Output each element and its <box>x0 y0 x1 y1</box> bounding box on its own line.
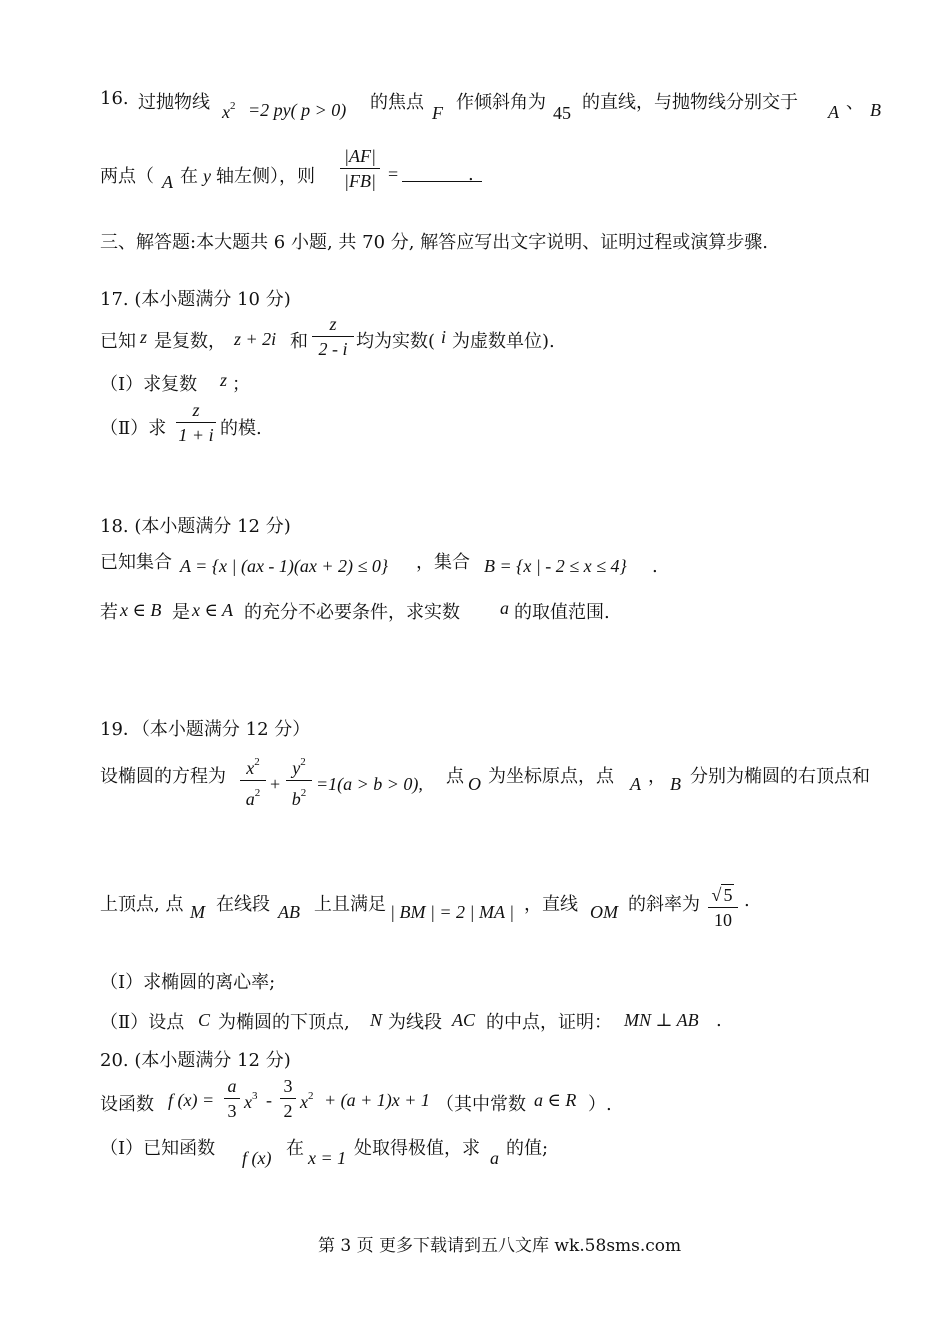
q16-line2-c: 轴左侧），则 <box>216 166 315 187</box>
q19-l1-a: 设椭圆的方程为 <box>100 766 226 787</box>
q19-l2-e: 的斜率为 <box>628 894 700 915</box>
q19-part2-b: 为椭圆的下顶点, <box>218 1012 350 1033</box>
q20-part1-a: （Ⅰ）已知函数 <box>100 1138 216 1159</box>
q19-B: B <box>670 774 681 794</box>
q19-part2-end: . <box>716 1010 722 1031</box>
q18-l1-end: . <box>652 556 658 577</box>
q17-z: z <box>140 327 148 347</box>
q20-32-fraction: 3 2 <box>280 1076 296 1121</box>
q17-label: 17. (本小题满分 10 分) <box>100 289 291 310</box>
q19-x-fraction: $x^2$ $a^2$ <box>240 752 266 809</box>
q16-eq-x: $x^2$ <box>222 100 236 122</box>
q19-part2-d: 的中点，证明： <box>486 1012 612 1033</box>
q16-sep: 、 <box>846 92 864 113</box>
q19-part2-c: 为线段 <box>388 1012 442 1033</box>
q19-y-fraction: $y^2$ $b^2$ <box>286 752 312 809</box>
q17-part2: （Ⅱ）求 <box>100 418 167 439</box>
q16-ratio-fraction <box>340 146 380 191</box>
q17-l1-d: 均为实数( <box>356 331 436 352</box>
q17-part1-end: ； <box>232 374 250 395</box>
q20-part1-c: 处取得极值，求 <box>354 1138 480 1159</box>
q17-part2-fraction: z 1 + i <box>176 400 216 445</box>
q19-l2-end: . <box>744 890 750 911</box>
q16-equals: = <box>388 164 399 184</box>
q18-l2-d: 的取值范围. <box>514 602 610 623</box>
q20-aR: a ∈ R <box>534 1090 577 1110</box>
q17-l1-c: 和 <box>290 331 308 352</box>
q19-OM: OM <box>590 902 618 922</box>
q20-label: 20. (本小题满分 12 分) <box>100 1050 291 1071</box>
q19-l1-b: 点 <box>446 766 464 787</box>
q20-part1-d: 的值; <box>506 1138 549 1159</box>
q20-rest: + (a + 1)x + 1 <box>324 1090 430 1110</box>
q16-eq-rest: =2 py( p > 0) <box>248 100 347 120</box>
q16-text-2: 作倾斜角为 <box>456 92 546 113</box>
q19-N: N <box>370 1010 383 1030</box>
q19-l2-a: 上顶点, 点 <box>100 894 184 915</box>
page-footer: 第 3 页 更多下载请到五八文库 wk.58sms.com <box>318 1236 682 1256</box>
q19-l1-d: 分别为椭圆的右顶点和 <box>690 766 870 787</box>
q16-line2-A: A <box>162 172 173 192</box>
q18-l1-b: ，集合 <box>416 552 470 573</box>
q17-l1-a: 已知 <box>100 331 136 352</box>
q17-l1-b: 是复数， <box>154 331 226 352</box>
q19-comma: ， <box>648 766 666 787</box>
q16-end: . <box>468 164 474 185</box>
q17-part1: （Ⅰ）求复数 <box>100 374 198 395</box>
q19-plus: + <box>270 774 281 794</box>
q20-minus: - <box>266 1090 272 1110</box>
q16-text-3: 的直线，与抛物线分别交于 <box>582 92 798 113</box>
q20-l1-a: 设函数 <box>100 1094 154 1115</box>
q18-l2-a-var: a <box>500 598 509 618</box>
q20-l1-b: （其中常数 <box>436 1094 526 1115</box>
q18-l2-x2: x ∈ A <box>192 600 233 620</box>
q20-part1-x: x = 1 <box>308 1148 347 1168</box>
q18-set-B: B = {x | - 2 ≤ x ≤ 4} <box>484 556 627 576</box>
q16-ratio-den: |FB| <box>344 171 376 191</box>
q19-condition: =1(a > b > 0), <box>316 774 423 794</box>
q16-line2-y: y <box>203 166 211 186</box>
q18-l2-c: 的充分不必要条件，求实数 <box>244 602 460 623</box>
q16-ratio-num: |AF| <box>344 146 376 166</box>
q18-label: 18. (本小题满分 12 分) <box>100 516 291 537</box>
q16-line2-a: 两点（ <box>100 166 154 187</box>
q16-point-A: A <box>828 102 839 122</box>
q19-l2-b: 在线段 <box>216 894 270 915</box>
q20-a3-fraction: a 3 <box>224 1076 240 1121</box>
q20-x3: $x^3$ <box>244 1090 258 1112</box>
q19-perp: MN ⊥ AB <box>624 1010 699 1030</box>
q18-l2-x1: x ∈ B <box>120 600 162 620</box>
q18-set-A: A = {x | (ax - 1)(ax + 2) ≤ 0} <box>180 556 389 576</box>
q19-relation: | BM | = 2 | MA | <box>390 902 515 922</box>
q19-l2-c: 上且满足 <box>314 894 386 915</box>
q16-point-B: B <box>870 100 881 120</box>
q17-i: i <box>441 327 447 347</box>
q16-label: 16. <box>100 88 129 109</box>
q17-fraction: z 2 - i <box>312 314 354 359</box>
q18-l1-a: 已知集合 <box>100 552 172 573</box>
q19-part1: （Ⅰ）求椭圆的离心率; <box>100 972 276 993</box>
q16-text-pre: 过抛物线 <box>138 92 210 113</box>
q16-focus-F: F <box>432 103 443 123</box>
q19-AB: AB <box>278 902 300 922</box>
q19-label: 19．（本小题满分 12 分） <box>100 719 311 740</box>
q19-O: O <box>468 774 481 794</box>
q18-l2-b: 是 <box>172 602 190 623</box>
q19-slope-fraction: √ 5 10 <box>708 884 738 930</box>
q20-x2: $x^2$ <box>300 1090 314 1112</box>
q20-part1-f: f (x) <box>242 1148 272 1168</box>
q16-degree: 45 <box>553 103 571 123</box>
q19-A: A <box>630 774 641 794</box>
q19-AC: AC <box>452 1010 476 1030</box>
q17-expr1: z + 2i <box>234 329 277 349</box>
q20-part1-b: 在 <box>286 1138 304 1159</box>
q19-C: C <box>198 1010 211 1030</box>
q20-fx: f (x) = <box>168 1090 215 1110</box>
q20-part1-a-var: a <box>490 1148 499 1168</box>
q19-l1-c: 为坐标原点，点 <box>488 766 614 787</box>
q19-part2-a: （Ⅱ）设点 <box>100 1012 185 1033</box>
q16-text-1: 的焦点 <box>370 92 424 113</box>
q16-line2-b: 在 <box>180 166 198 187</box>
section-3-heading: 三、解答题:本大题共 6 小题, 共 70 分, 解答应写出文字说明、证明过程或演算步骤. <box>100 232 768 253</box>
q17-part1-z: z <box>220 370 228 390</box>
q20-l1-c: ）. <box>588 1094 612 1115</box>
q19-l2-d: ，直线 <box>524 894 578 915</box>
q17-l1-e: 为虚数单位). <box>452 331 555 352</box>
q19-M: M <box>190 902 205 922</box>
q17-part2-end: 的模. <box>220 418 262 439</box>
q18-l2-a: 若 <box>100 602 118 623</box>
